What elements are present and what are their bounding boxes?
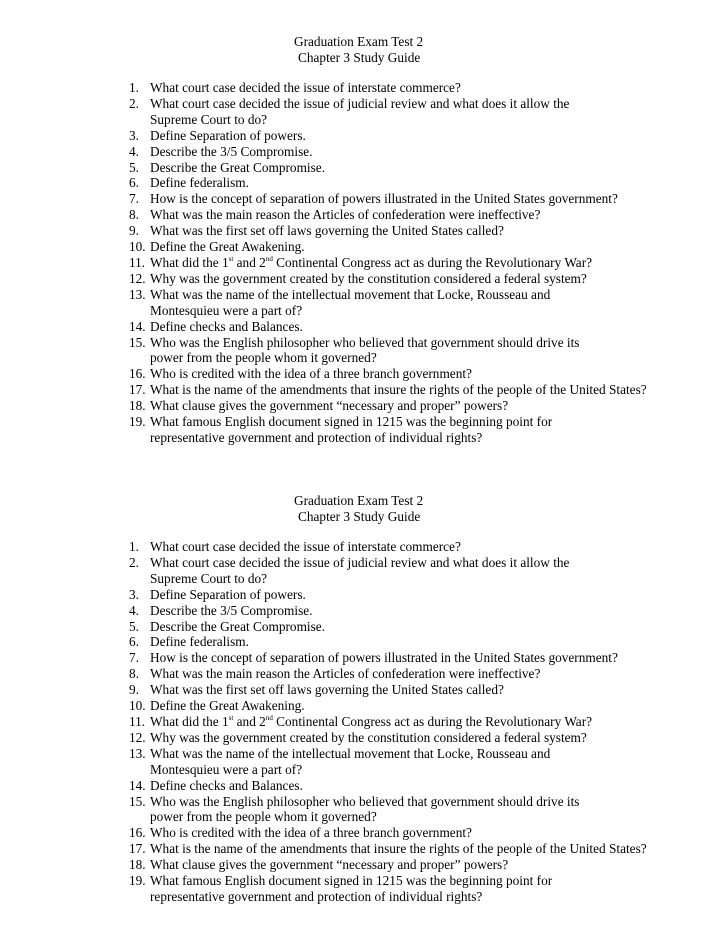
question-text: Define the Great Awakening. (150, 239, 305, 255)
question-number: 16. (129, 825, 146, 841)
question-item (129, 666, 724, 682)
question-item (129, 873, 724, 905)
question-number: 5. (129, 159, 139, 175)
question-number: 8. (129, 666, 139, 682)
question-item (129, 160, 724, 176)
document-title: Graduation Exam Test 2 (294, 493, 424, 508)
question-text: What famous English document signed in 1215 was the beginning point for representative government and protection of individual rights? (150, 414, 553, 445)
question-text-part: Continental Congress act as during the Revolutionary War? (272, 713, 593, 729)
question-number: 18. (129, 398, 146, 414)
question-number: 4. (129, 602, 139, 618)
question-number: 9. (129, 682, 139, 698)
question-number: 12. (129, 729, 146, 745)
question-number: 7. (129, 191, 139, 207)
question-number: 15. (129, 334, 146, 350)
question-number: 14. (129, 318, 146, 334)
question-item (129, 698, 724, 714)
question-text: What clause gives the government “necessary and proper” powers? (150, 857, 509, 873)
question-item (129, 539, 724, 555)
question-text-part: and 2 (233, 254, 266, 270)
question-item (129, 841, 724, 857)
question-number: 11. (129, 254, 146, 270)
question-number: 15. (129, 793, 146, 809)
question-text: Define Separation of powers. (150, 586, 306, 602)
question-item (129, 223, 724, 239)
question-number: 6. (129, 175, 139, 191)
question-text: What is the name of the amendments that insure the rights of the people of the United States? (150, 382, 647, 398)
question-item (129, 587, 724, 603)
question-text (150, 714, 592, 730)
question-number: 13. (129, 745, 146, 761)
question-text: What clause gives the government “necessary and proper” powers? (150, 398, 509, 414)
document-subtitle: Chapter 3 Study Guide (298, 509, 421, 524)
question-item (129, 794, 724, 826)
question-item (129, 682, 724, 698)
question-item (129, 239, 724, 255)
question-text: What was the first set off laws governing the United States called? (150, 223, 504, 239)
question-item (129, 255, 724, 271)
question-text: Define the Great Awakening. (150, 698, 305, 714)
question-number: 12. (129, 270, 146, 286)
question-text: What was the main reason the Articles of confederation were ineffective? (150, 666, 541, 682)
question-item (129, 366, 724, 382)
question-number: 17. (129, 841, 146, 857)
question-text: Who is credited with the idea of a three branch government? (150, 366, 472, 382)
question-item (129, 714, 724, 730)
question-item (129, 650, 724, 666)
question-number: 1. (129, 539, 139, 554)
question-item (129, 96, 724, 128)
question-text: Describe the 3/5 Compromise. (150, 602, 313, 618)
question-text: Describe the Great Compromise. (150, 618, 326, 634)
question-text: Define federalism. (150, 634, 249, 650)
question-text: Who was the English philosopher who believed that government should drive its power from the people whom it governed? (150, 793, 580, 825)
question-item (129, 730, 724, 746)
question-item (129, 335, 724, 367)
question-item (129, 555, 724, 587)
document-title: Graduation Exam Test 2 (294, 34, 424, 49)
question-text: What court case decided the issue of judicial review and what does it allow the Supreme Court to do? (150, 95, 570, 127)
question-text: Describe the 3/5 Compromise. (150, 143, 313, 159)
question-number: 2. (129, 554, 139, 570)
question-text: Why was the government created by the constitution considered a federal system? (150, 270, 587, 286)
question-item (129, 175, 724, 191)
question-text: Define checks and Balances. (150, 777, 303, 793)
question-number: 10. (129, 698, 146, 714)
question-item (129, 825, 724, 841)
question-item (129, 287, 724, 319)
question-list (129, 80, 724, 446)
question-item (129, 319, 724, 335)
question-text: Who was the English philosopher who believed that government should drive its power from the people whom it governed? (150, 334, 580, 366)
question-text: What is the name of the amendments that insure the rights of the people of the United States? (150, 841, 647, 857)
question-item (129, 144, 724, 160)
ordinal-suffix: nd (265, 254, 273, 263)
question-text: What court case decided the issue of interstate commerce? (150, 539, 461, 554)
question-item (129, 857, 724, 873)
question-text-part: What did the 1 (150, 254, 229, 270)
question-item (129, 128, 724, 144)
question-text: What was the main reason the Articles of confederation were ineffective? (150, 207, 541, 223)
question-item (129, 414, 724, 446)
question-item (129, 634, 724, 650)
question-number: 7. (129, 650, 139, 666)
question-text: Who is credited with the idea of a three branch government? (150, 825, 472, 841)
question-text: What court case decided the issue of judicial review and what does it allow the Supreme Court to do? (150, 554, 570, 586)
question-list (129, 539, 724, 905)
question-text: How is the concept of separation of powers illustrated in the United States government? (150, 650, 618, 666)
question-item (129, 619, 724, 635)
question-text: Why was the government created by the constitution considered a federal system? (150, 729, 587, 745)
question-number: 9. (129, 223, 139, 239)
question-item (129, 271, 724, 287)
question-number: 3. (129, 586, 139, 602)
question-item (129, 746, 724, 778)
question-text: Define federalism. (150, 175, 249, 191)
question-number: 10. (129, 239, 146, 255)
question-number: 13. (129, 286, 146, 302)
question-number: 16. (129, 366, 146, 382)
question-item (129, 191, 724, 207)
question-number: 17. (129, 382, 146, 398)
question-text-part: Continental Congress act as during the Revolutionary War? (272, 254, 593, 270)
question-number: 2. (129, 95, 139, 111)
question-text: How is the concept of separation of powers illustrated in the United States government? (150, 191, 618, 207)
question-number: 19. (129, 414, 146, 430)
question-text (150, 255, 592, 271)
question-number: 4. (129, 143, 139, 159)
question-number: 6. (129, 634, 139, 650)
question-number: 19. (129, 873, 146, 889)
question-text: Describe the Great Compromise. (150, 159, 326, 175)
question-text-part: and 2 (233, 713, 266, 729)
question-text: What was the first set off laws governing the United States called? (150, 682, 504, 698)
question-item (129, 398, 724, 414)
question-text: Define checks and Balances. (150, 318, 303, 334)
question-text: Define Separation of powers. (150, 127, 306, 143)
question-text-part: What did the 1 (150, 713, 229, 729)
question-item (129, 80, 724, 96)
ordinal-suffix: st (228, 713, 234, 722)
question-text: What was the name of the intellectual movement that Locke, Rousseau and Montesquieu were a part of? (150, 745, 551, 777)
question-number: 18. (129, 857, 146, 873)
question-number: 5. (129, 618, 139, 634)
question-number: 3. (129, 127, 139, 143)
document-subtitle: Chapter 3 Study Guide (298, 50, 421, 65)
ordinal-suffix: st (228, 254, 234, 263)
question-text: What court case decided the issue of interstate commerce? (150, 80, 461, 95)
question-item (129, 207, 724, 223)
question-item (129, 382, 724, 398)
question-number: 1. (129, 80, 139, 95)
question-number: 14. (129, 777, 146, 793)
question-number: 11. (129, 713, 146, 729)
question-text: What was the name of the intellectual movement that Locke, Rousseau and Montesquieu were a part of? (150, 286, 551, 318)
question-number: 8. (129, 207, 139, 223)
question-item (129, 778, 724, 794)
question-item (129, 603, 724, 619)
ordinal-suffix: nd (265, 713, 273, 722)
question-text: What famous English document signed in 1215 was the beginning point for representative government and protection of individual rights? (150, 873, 553, 904)
